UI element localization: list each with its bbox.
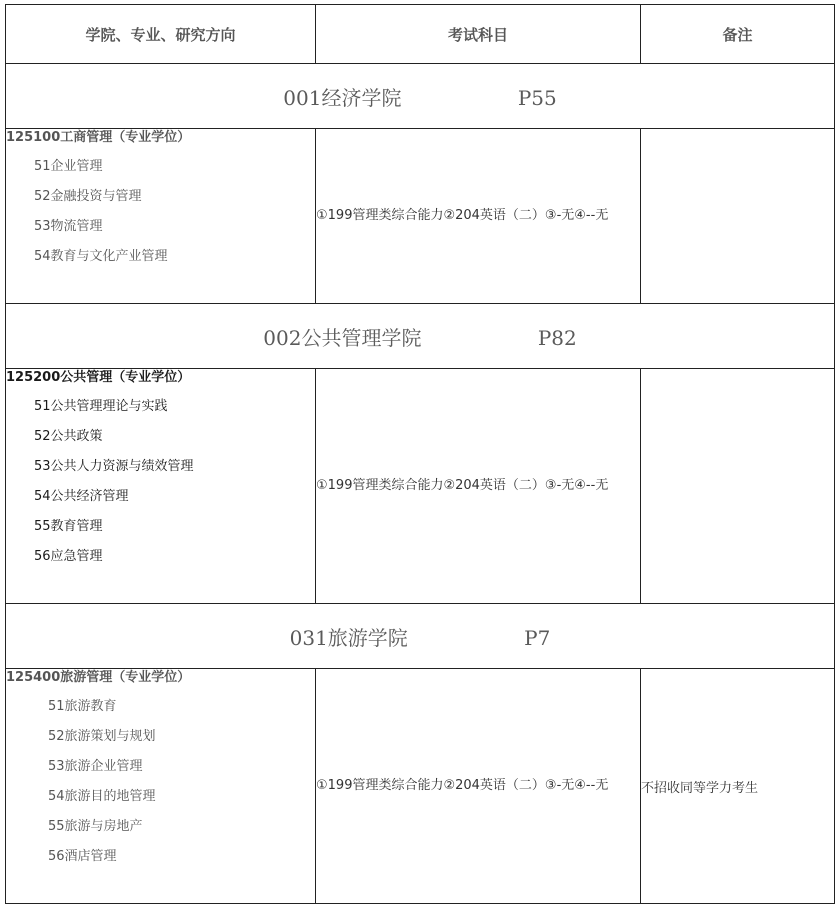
research-direction: 56应急管理 — [34, 549, 103, 564]
research-direction: 52公共政策 — [34, 429, 103, 444]
research-direction: 52金融投资与管理 — [34, 189, 142, 204]
research-direction: 55旅游与房地产 — [48, 819, 143, 834]
college-page-ref: P82 — [537, 325, 577, 350]
exam-subjects-cell: ①199管理类综合能力②204英语（二）③-无④--无 — [316, 369, 641, 604]
header-exam-subjects: 考试科目 — [316, 5, 641, 64]
research-direction: 54旅游目的地管理 — [48, 789, 156, 804]
program-title: 125400旅游管理（专业学位） — [6, 670, 191, 685]
remark-cell — [641, 129, 835, 304]
college-page-ref: P55 — [517, 85, 557, 110]
research-direction: 55教育管理 — [34, 519, 103, 534]
research-direction: 56酒店管理 — [48, 849, 117, 864]
exam-subjects-cell: ①199管理类综合能力②204英语（二）③-无④--无 — [316, 129, 641, 304]
college-name: 001经济学院 — [283, 85, 402, 110]
college-row — [6, 304, 835, 369]
admissions-catalog-table — [5, 4, 835, 904]
program-title: 125100工商管理（专业学位） — [6, 130, 191, 145]
program-cell — [6, 129, 316, 304]
research-direction: 51旅游教育 — [48, 699, 117, 714]
research-direction: 53公共人力资源与绩效管理 — [34, 459, 194, 474]
header-remarks: 备注 — [641, 5, 835, 64]
college-heading — [6, 64, 835, 129]
research-direction: 51公共管理理论与实践 — [34, 399, 168, 414]
research-direction: 53物流管理 — [34, 219, 103, 234]
program-row — [6, 669, 835, 904]
exam-subjects-cell: ①199管理类综合能力②204英语（二）③-无④--无 — [316, 669, 641, 904]
college-name: 002公共管理学院 — [263, 325, 422, 350]
college-heading — [6, 604, 835, 669]
research-direction: 54教育与文化产业管理 — [34, 249, 168, 264]
college-page-ref: P7 — [524, 625, 551, 650]
college-name: 031旅游学院 — [289, 625, 408, 650]
table-header-row — [6, 5, 835, 64]
program-cell — [6, 669, 316, 904]
remark-cell: 不招收同等学力考生 — [641, 669, 835, 904]
program-title: 125200公共管理（专业学位） — [6, 370, 191, 385]
research-direction: 52旅游策划与规划 — [48, 729, 156, 744]
research-direction: 54公共经济管理 — [34, 489, 129, 504]
remark-cell — [641, 369, 835, 604]
college-row — [6, 604, 835, 669]
program-cell — [6, 369, 316, 604]
program-row — [6, 129, 835, 304]
college-heading — [6, 304, 835, 369]
header-college-major-direction: 学院、专业、研究方向 — [6, 5, 316, 64]
research-direction: 51企业管理 — [34, 159, 103, 174]
research-direction: 53旅游企业管理 — [48, 759, 143, 774]
program-row — [6, 369, 835, 604]
college-row — [6, 64, 835, 129]
